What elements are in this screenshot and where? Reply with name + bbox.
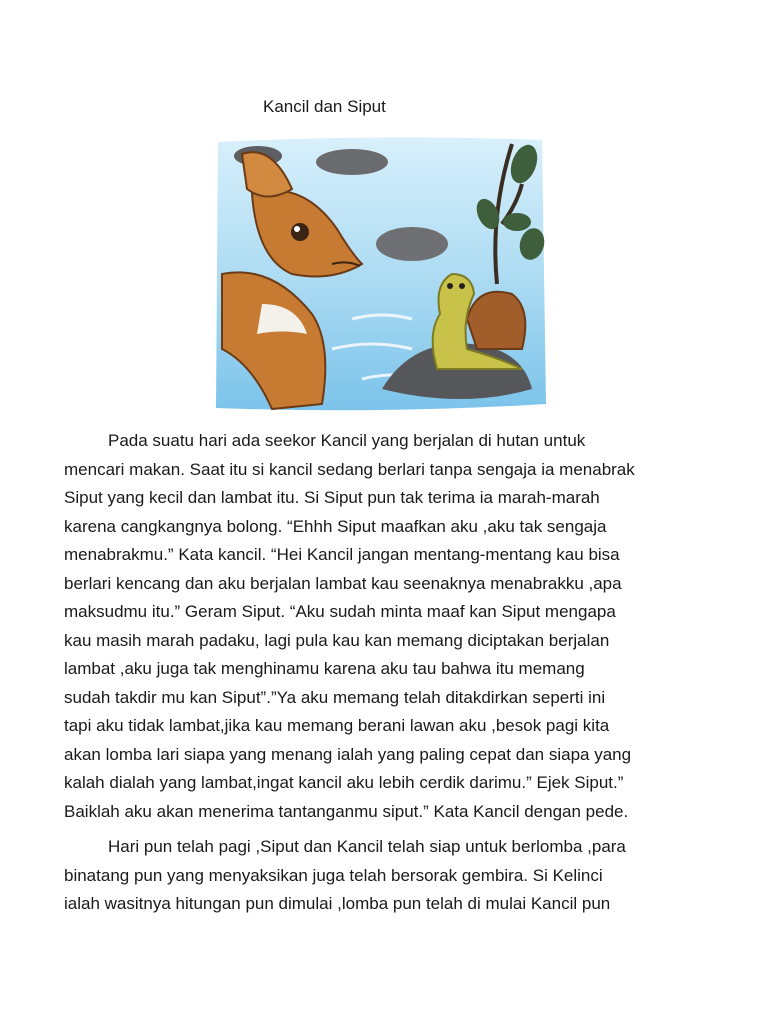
text-line: kau masih marah padaku, lagi pula kau kan memang diciptakan berjalan [64,630,610,650]
rock-top-center [316,149,388,175]
text-line: binatang pun yang menyaksikan juga telah bersorak gembira. Si Kelinci [64,865,603,885]
text-line: tapi aku tidak lambat,jika kau memang berani lawan aku ,besok pagi kita [64,716,610,735]
story-illustration [212,134,546,412]
paragraph-2 [64,833,704,919]
text-line: Siput yang kecil dan lambat itu. Si Siput pun tak terima ia marah-marah [64,488,600,507]
text-line: mencari makan. Saat itu si kancil sedang berlari tanpa sengaja ia menabrak [64,459,635,479]
snail-shell [467,292,525,349]
text-line: lambat ,aku juga tak menghinamu karena aku tau bahwa itu memang [64,659,585,678]
story-body [64,427,704,919]
text-line: berlari kencang dan aku berjalan lambat kau seenaknya menabrakku ,apa [64,573,622,593]
text-line: karena cangkangnya bolong. “Ehhh Siput maafkan aku ,aku tak sengaja [64,516,607,536]
story-title: Kancil dan Siput [263,97,386,116]
illustration-svg [212,134,546,412]
paragraph-1 [64,427,704,826]
text-line: menabrakmu.” Kata kancil. “Hei Kancil jangan mentang-mentang kau bisa [64,545,620,564]
text-line: sudah takdir mu kan Siput”.”Ya aku memang telah ditakdirkan seperti ini [64,687,606,707]
text-line: Pada suatu hari ada seekor Kancil yang berjalan di hutan untuk [108,431,586,450]
text-line: Hari pun telah pagi ,Siput dan Kancil telah siap untuk berlomba ,para [108,837,626,856]
text-line: kalah dialah yang lambat,ingat kancil aku lebih cerdik darimu.” Ejek Siput.” [64,773,624,792]
rock-middle [376,227,448,261]
kancil-eye [291,223,309,241]
text-line: Baiklah aku akan menerima tantanganmu siput.” Kata Kancil dengan pede. [64,801,629,821]
text-line: akan lomba lari siapa yang menang ialah yang paling cepat dan siapa yang [64,744,632,764]
text-line: ialah wasitnya hitungan pun dimulai ,lomba pun telah di mulai Kancil pun [64,894,611,913]
text-line: maksudmu itu.” Geram Siput. “Aku sudah minta maaf kan Siput mengapa [64,602,616,621]
